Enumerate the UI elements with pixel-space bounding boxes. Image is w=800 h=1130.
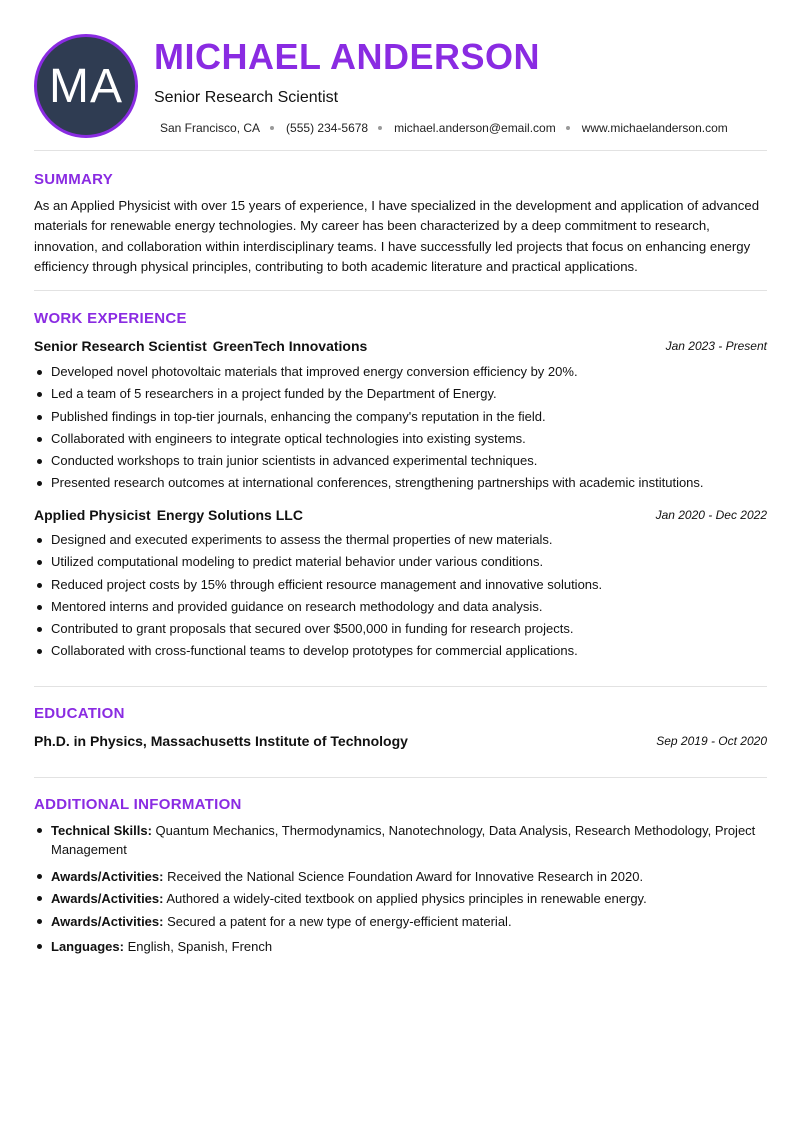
list-item bbox=[34, 867, 767, 889]
section-divider bbox=[34, 686, 767, 687]
section-divider bbox=[34, 290, 767, 291]
list-item bbox=[34, 937, 767, 957]
list-item: Conducted workshops to train junior scientists in advanced experimental techniques. bbox=[34, 452, 767, 474]
avatar bbox=[34, 34, 138, 138]
resume-header bbox=[34, 34, 767, 138]
list-item: Led a team of 5 researchers in a project funded by the Department of Energy. bbox=[34, 385, 767, 407]
awards-label: Awards/Activities: bbox=[51, 913, 164, 929]
education-entry bbox=[34, 733, 767, 751]
job-role: Senior Research Scientist bbox=[34, 338, 207, 354]
list-item: Contributed to grant proposals that secured over $500,000 in funding for research projects. bbox=[34, 620, 767, 642]
award-text: Secured a patent for a new type of energy-efficient material. bbox=[167, 913, 512, 929]
job-header bbox=[34, 338, 767, 356]
job-bullet-list bbox=[34, 363, 767, 497]
contact-website[interactable]: www.michaelanderson.com bbox=[581, 121, 728, 135]
contact-bar bbox=[160, 121, 728, 135]
separator-dot-icon bbox=[566, 126, 570, 130]
list-item bbox=[34, 821, 767, 867]
list-item bbox=[34, 912, 767, 934]
summary-text: As an Applied Physicist with over 15 years of experience, I have specialized in the development and application of advanced materials for renewable energy technologies. My career has been characterized by a deep commitment to research, innovation, and collaboration within interdisciplinary teams. I have successfully led projects that focus on enhancing energy efficiency through physical principles, contributing to both academic literature and practical applications. bbox=[34, 198, 760, 274]
list-item: Published findings in top-tier journals, enhancing the company's reputation in the field. bbox=[34, 408, 767, 430]
list-item bbox=[34, 889, 767, 911]
list-item: Mentored interns and provided guidance on research methodology and data analysis. bbox=[34, 598, 767, 620]
separator-dot-icon bbox=[270, 126, 274, 130]
education-degree: Ph.D. in Physics, Massachusetts Institute of Technology bbox=[34, 733, 408, 749]
awards-label: Awards/Activities: bbox=[51, 869, 164, 884]
contact-email[interactable]: michael.anderson@email.com bbox=[394, 121, 556, 135]
section-divider bbox=[34, 777, 767, 778]
candidate-name: MICHAEL ANDERSON bbox=[154, 36, 541, 77]
list-item: Presented research outcomes at international conferences, strengthening partnerships with academic institutions. bbox=[34, 474, 767, 496]
list-item: Collaborated with engineers to integrate optical technologies into existing systems. bbox=[34, 430, 767, 452]
list-item: Collaborated with cross-functional teams to develop prototypes for commercial applications. bbox=[34, 642, 767, 664]
education-heading: EDUCATION bbox=[34, 705, 125, 722]
avatar-initials: MA bbox=[49, 59, 123, 113]
awards-label: Awards/Activities: bbox=[51, 891, 164, 907]
education-dates: Sep 2019 - Oct 2020 bbox=[656, 734, 767, 748]
contact-phone: (555) 234-5678 bbox=[286, 121, 369, 135]
contact-location: San Francisco, CA bbox=[160, 121, 261, 135]
languages-label: Languages: bbox=[51, 938, 124, 954]
languages-text: English, Spanish, French bbox=[127, 938, 273, 954]
skills-text: Quantum Mechanics, Thermodynamics, Nanotechnology, Data Analysis, Research Methodology, Project Management bbox=[51, 823, 756, 857]
work-experience-heading: WORK EXPERIENCE bbox=[34, 310, 187, 327]
separator-dot-icon bbox=[378, 126, 382, 130]
job-dates: Jan 2020 - Dec 2022 bbox=[655, 508, 767, 522]
list-item: Designed and executed experiments to assess the thermal properties of new materials. bbox=[34, 531, 767, 553]
section-divider bbox=[34, 150, 767, 151]
award-text: Received the National Science Foundation Award for Innovative Research in 2020. bbox=[167, 869, 644, 884]
job-company: Energy Solutions LLC bbox=[156, 507, 303, 523]
job-role: Applied Physicist bbox=[34, 507, 151, 523]
summary-heading: SUMMARY bbox=[34, 171, 114, 188]
job-dates: Jan 2023 - Present bbox=[665, 339, 767, 353]
list-item: Utilized computational modeling to predict material behavior under various conditions. bbox=[34, 553, 767, 575]
list-item: Reduced project costs by 15% through efficient resource management and innovative solutions. bbox=[34, 576, 767, 598]
list-item: Developed novel photovoltaic materials that improved energy conversion efficiency by 20%. bbox=[34, 363, 767, 385]
additional-info-list bbox=[34, 821, 767, 957]
job-header bbox=[34, 507, 767, 525]
job-company: GreenTech Innovations bbox=[212, 338, 368, 354]
job-bullet-list bbox=[34, 531, 767, 665]
skills-label: Technical Skills: bbox=[51, 823, 152, 838]
candidate-title: Senior Research Scientist bbox=[154, 89, 339, 106]
award-text: Authored a widely-cited textbook on applied physics principles in renewable energy. bbox=[166, 891, 647, 907]
additional-info-heading: ADDITIONAL INFORMATION bbox=[34, 796, 242, 813]
